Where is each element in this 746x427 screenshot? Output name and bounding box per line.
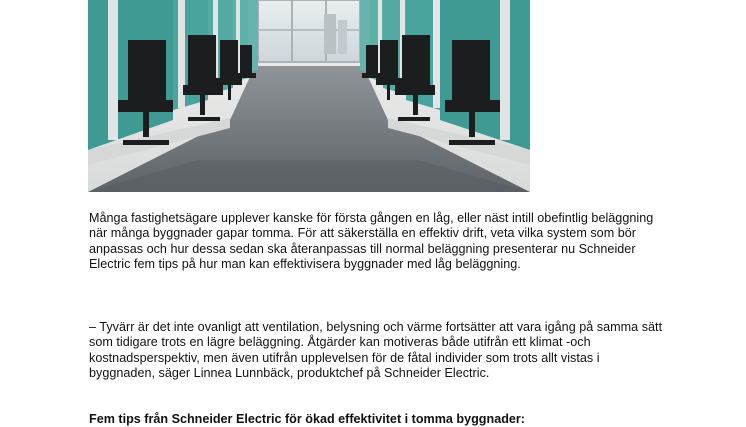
office-corridor-photo bbox=[88, 0, 530, 192]
tips-heading: Fem tips från Schneider Electric för ökad effektivitet i tomma byggnader: bbox=[89, 412, 525, 426]
intro-paragraph: Många fastighetsägare upplever kanske för första gången en låg, eller näst intill obefintlig beläggning när många byggnader gapar tomma. För att säkerställa en effektiv drift, veta vilka system som bör anpassas och hur dessa sedan ska återanpassas till normal beläggning presenterar nu Schneider Electric fem tips på hur man kan effektivisera byggnader med låg beläggning. bbox=[89, 211, 654, 271]
quote-paragraph: – Tyvärr är det inte ovanligt att ventilation, belysning och värme fortsätter att vara igång på samma sätt som tidigare trots en lägre beläggning. Åtgärder kan motiveras både utifrån ett klimat -och kostnadsperspektiv, men även utifrån upplevelsen för de fåtal individer som trots allt vistas i byggnaden, säger Linnea Lunnbäck, produktchef på Schneider Electric. bbox=[89, 320, 663, 380]
